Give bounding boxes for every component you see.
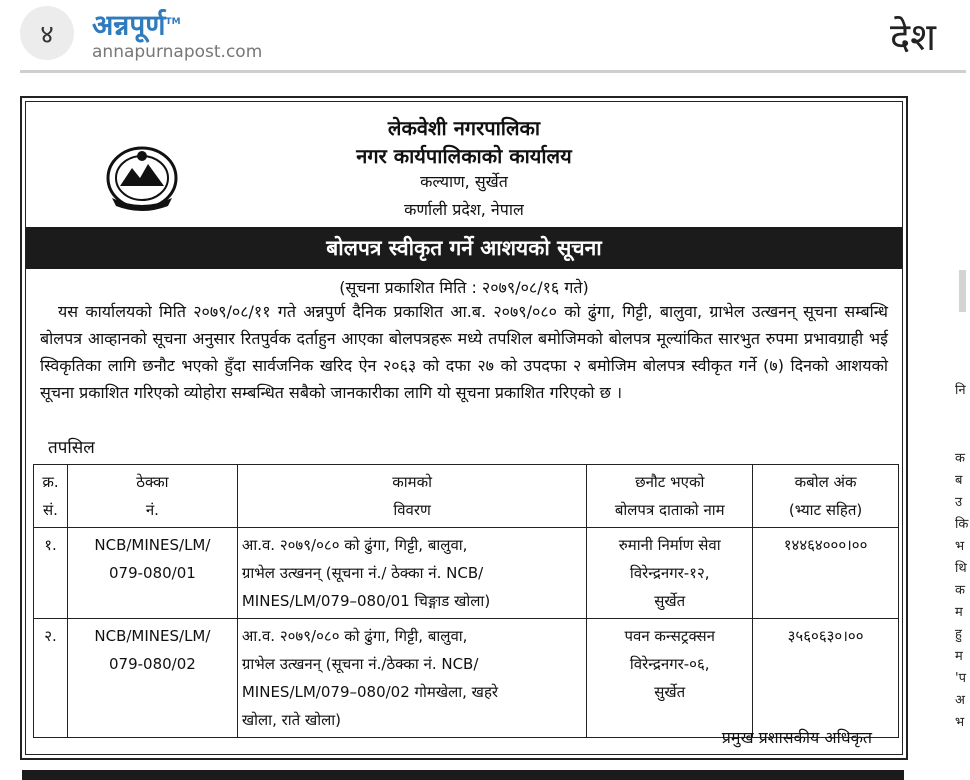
publish-date: (सूचना प्रकाशित मिति : २०७९/०८/१६ गते)	[339, 278, 589, 297]
row-amount: १४४६४०००।००	[753, 528, 899, 619]
row-sn: २.	[34, 619, 68, 738]
table-caption: तपसिल	[48, 438, 95, 458]
signatory-title: प्रमुख प्रशासकीय अधिकृत	[721, 728, 872, 747]
municipality-name: लेकवेशी नगरपालिका	[387, 116, 541, 140]
row-description: आ.व. २०७९/०८० को ढुंगा, गिट्टी, बालुवा, ग्राभेल उत्खनन् (सूचना नं./ ठेक्का नं. NCB/ MINES/LM/079–080/01 चिङ्गाड खोला)	[237, 528, 586, 619]
column-text: भ	[955, 715, 965, 730]
header-contract-no: ठेक्का नं.	[67, 465, 237, 528]
column-text: थि	[955, 561, 967, 576]
brand-name: अन्नपूर्ण	[92, 8, 166, 42]
column-text: ब	[955, 473, 963, 488]
tender-notice	[20, 96, 908, 760]
row-sn: १.	[34, 528, 68, 619]
row-amount: ३५६०६३०।००	[753, 619, 899, 738]
page-number-badge: ४	[20, 6, 74, 60]
site-url[interactable]: annapurnapost.com	[92, 42, 263, 62]
newspaper-logo[interactable]	[92, 6, 181, 41]
column-marker	[959, 270, 966, 312]
next-article-band	[22, 770, 904, 780]
column-text: उ	[955, 495, 963, 510]
column-text: 'प	[955, 671, 966, 686]
header-bidder: छनौट भएको बोलपत्र दाताको नाम	[587, 465, 753, 528]
table-header-row	[34, 465, 899, 528]
header-divider	[20, 70, 966, 73]
header-sn: क्र. सं.	[34, 465, 68, 528]
trademark-mark: TM	[165, 17, 181, 27]
contract-table	[33, 464, 899, 738]
column-text: भ	[955, 539, 965, 554]
column-text: म	[955, 649, 963, 664]
notice-title: बोलपत्र स्वीकृत गर्ने आशयको सूचना	[26, 227, 902, 269]
notice-inner-border	[25, 101, 903, 755]
row-bidder: पवन कन्सट्रक्सन विरेन्द्रनगर-०६, सुर्खेत	[587, 619, 753, 738]
row-contract-no: NCB/MINES/LM/ 079-080/01	[67, 528, 237, 619]
office-name: नगर कार्यपालिकाको कार्यालय	[356, 144, 572, 168]
section-title: देश	[889, 15, 936, 59]
row-bidder: रुमानी निर्माण सेवा विरेन्द्रनगर-१२, सुर्खेत	[587, 528, 753, 619]
column-text: हु	[955, 627, 962, 642]
row-contract-no: NCB/MINES/LM/ 079-080/02	[67, 619, 237, 738]
column-text: नि	[955, 383, 966, 398]
column-text: कि	[955, 517, 969, 532]
newspaper-header	[0, 0, 966, 74]
header-description: कामको विवरण	[237, 465, 586, 528]
office-location: कल्याण, सुर्खेत	[420, 172, 508, 191]
column-text: क	[955, 583, 965, 598]
column-text: अ	[955, 693, 965, 708]
office-province: कर्णाली प्रदेश, नेपाल	[404, 200, 524, 219]
row-description: आ.व. २०७९/०८० को ढुंगा, गिट्टी, बालुवा, ग्राभेल उत्खनन् (सूचना नं./ठेक्का नं. NCB/ MINES/LM/079–080/02 गोमखेला, खहरे खोला, राते खोला)	[237, 619, 586, 738]
notice-body: यस कार्यालयको मिति २०७९/०८/११ गते अन्नपुर्ण दैनिक प्रकाशित आ.ब. २०७९/०८० को ढुंगा, गिट्टी, बालुवा, ग्राभेल उत्खनन् सूचना सम्बन्धि बोलपत्र आव्हानको सूचना अनुसार रितपुर्वक दर्ताहुन आएका बोलपत्रहरू मध्ये तपशिल बमोजिमको बोलपत्र मूल्यांकित सारभुत रुपमा प्रभावग्राही भई स्विकृतिका लागि छनौट भएको हुँदा सार्वजनिक खरिद ऐन २०६३ को दफा २७ को उपदफा २ बमोजिम बोलपत्र स्वीकृत गर्ने (७) दिनको आशयको सूचना प्रकाशित गरिएको व्योहोरा सम्बन्धित सबैको जानकारीका लागि यो सूचना प्रकाशित गरिएको छ ।	[40, 302, 888, 402]
table-row	[34, 528, 899, 619]
column-text: क	[955, 451, 965, 466]
header-amount: कबोल अंक (भ्याट सहित)	[753, 465, 899, 528]
column-text: म	[955, 605, 963, 620]
table-row	[34, 619, 899, 738]
